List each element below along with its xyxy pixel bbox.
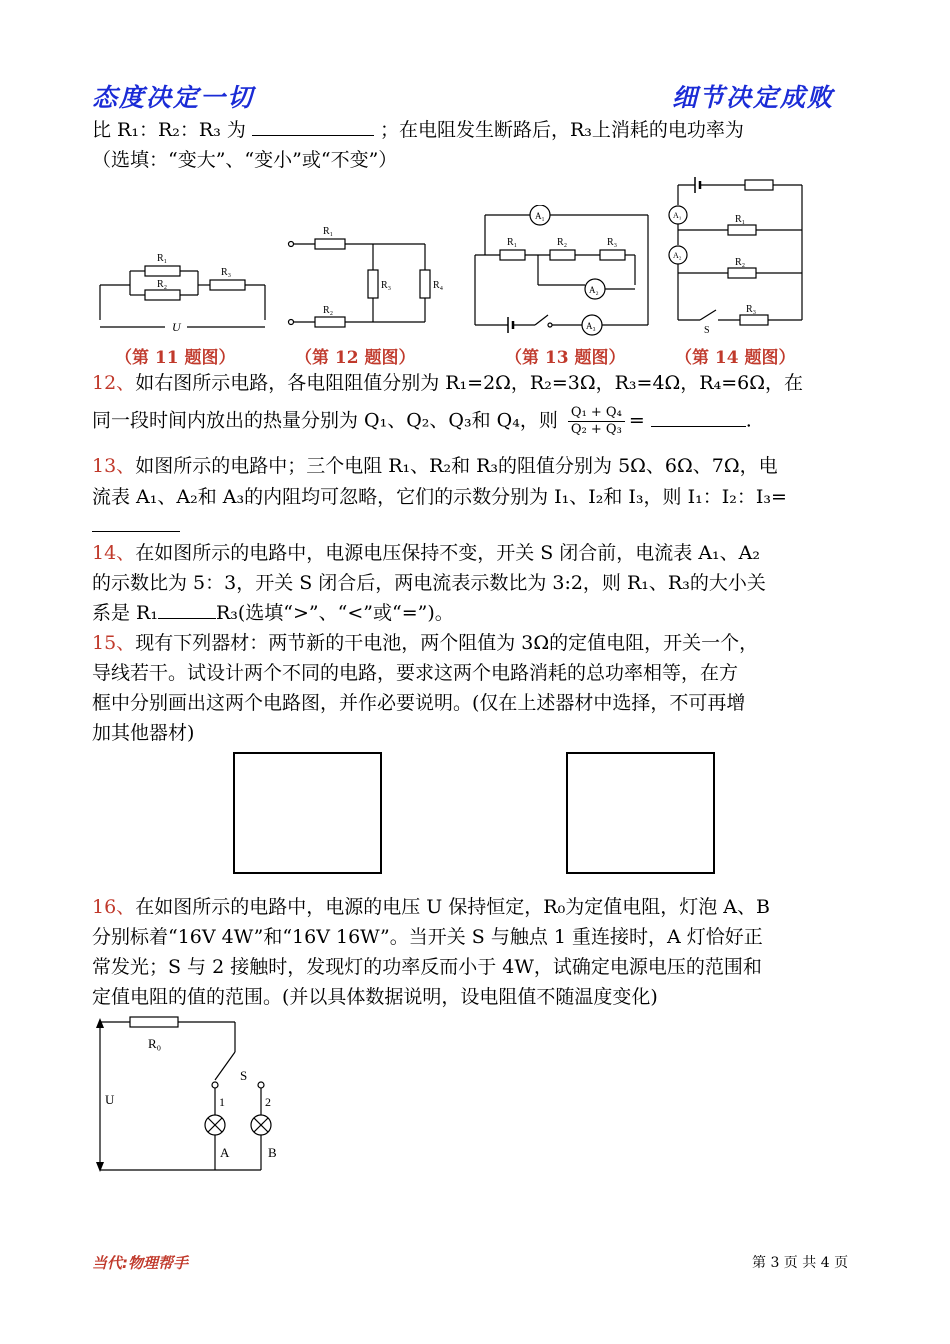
fig11-label-r1: R₁ [157,253,168,264]
fig13-label-r2: R₂ [557,237,568,248]
q12-number: 12、 [92,372,136,394]
q16-line-4: 定值电阻的值的范围。(并以具体数据说明，设电阻值不随温度变化) [92,986,658,1008]
q13-text-1: 如图所示的电路中；三个电阻 R₁、R₂和 R₃的阻值分别为 5Ω、6Ω、7Ω，电 [135,455,778,477]
fig16-label-r0: R₀ [148,1036,162,1051]
fig13-label-a3: A₃ [586,321,596,331]
q16-number: 16、 [92,896,136,918]
q11-text-1: 比 R₁：R₂：R₃ 为 [92,119,246,141]
caption-figure-13: （第 13 题图） [505,348,626,368]
q14-number: 14、 [92,542,136,564]
fig14-label-r3: R₃ [746,304,757,315]
q13-answer-blank[interactable] [92,531,180,532]
q12-equals: = [628,409,645,432]
fig13-label-a1: A₁ [535,211,545,221]
q15-line-2: 导线若干。试设计两个不同的电路，要求这两个电路消耗的总功率相等，在方 [92,662,739,684]
q13-line-2: 流表 A₁、A₂和 A₃的内阻均可忽略，它们的示数分别为 I₁、I₂和 I₃，则 I₁：I₂：I₃= [92,486,787,508]
figure-12-circuit [285,222,445,332]
fig14-label-r1: R₁ [735,214,746,225]
q14-text-3b: R₃(选填“>”、“<”或“=”)。 [215,602,454,624]
figure-11-circuit [95,243,270,343]
fig12-label-r4: R₄ [433,280,444,291]
fig14-label-a2: A₂ [673,251,682,260]
figure-16-circuit [90,1012,290,1184]
figure-14-circuit [660,175,810,337]
fig12-label-r1: R₁ [323,226,334,237]
figure-13-circuit [470,205,655,337]
fig12-label-r3: R₃ [381,280,392,291]
q16-line-1 [92,892,862,923]
header-left-motto: 态度决定一切 [92,83,255,112]
q12-line-1 [92,368,862,399]
fig16-label-1: 1 [219,1095,225,1109]
fig16-label-u: U [105,1092,115,1107]
fig14-label-s: S [704,325,710,336]
q12-fraction-denominator: Q₂ + Q₃ [570,422,622,437]
fig16-label-s: S [240,1068,248,1083]
q12-answer-blank[interactable] [651,426,746,427]
fig12-label-r2: R₂ [323,305,334,316]
fig13-label-r3: R₃ [607,237,618,248]
header-right-motto: 细节决定成败 [672,83,835,112]
caption-figure-12: （第 12 题图） [295,348,416,368]
fig14-label-a1: A₁ [673,211,682,220]
q12-line-2: 同一段时间内放出的热量分别为 Q₁、Q₂、Q₃和 Q₄，则 $\frac{\text{Q₁ + Q₄}}{\text{Q₂ + Q₃}}$ = . [92,405,752,437]
q14-line-2: 的示数比为 5：3，开关 S 闭合后，两电流表示数比为 3:2，则 R₁、R₃的大小关 [92,572,766,594]
q13-number: 13、 [92,455,136,477]
caption-figure-11: （第 11 题图） [115,348,236,368]
q15-number: 15、 [92,632,136,654]
q11-text-2: ；在电阻发生断路后，R₃上消耗的电功率为 [379,119,744,141]
q15-answer-box-2[interactable] [566,752,715,874]
q14-line-3 [92,598,862,629]
fig13-label-a2: A₂ [589,285,599,295]
fig16-arrow-top [96,1018,104,1028]
q14-line-1 [92,538,862,569]
fig14-label-r2: R₂ [735,257,746,268]
q14-answer-blank[interactable] [158,618,216,619]
q15-line-3: 框中分别画出这两个电路图，并作必要说明。(仅在上述器材中选择，不可再增 [92,692,746,714]
q15-line-1 [92,628,862,659]
fig16-label-b: B [268,1145,277,1160]
q14-text-1: 在如图所示的电路中，电源电压保持不变，开关 S 闭合前，电流表 A₁、A₂ [135,542,760,564]
q12-text-1: 如右图所示电路，各电阻阻值分别为 R₁=2Ω，R₂=3Ω，R₃=4Ω，R₄=6Ω，在 [135,372,803,394]
fig11-label-r3: R₃ [221,267,232,278]
q16-line-3: 常发光；S 与 2 接触时，发现灯的功率反而小于 4W，试确定电源电压的范围和 [92,956,762,978]
q13-line-1 [92,451,862,482]
q16-line-2: 分别标着“16V 4W”和“16V 16W”。当开关 S 与触点 1 重连接时，A 灯恰好正 [92,926,763,948]
page-number: 第 3 页 共 4 页 [752,1255,849,1271]
caption-figure-14: （第 14 题图） [675,348,796,368]
q15-answer-box-1[interactable] [233,752,382,874]
q16-text-1: 在如图所示的电路中，电源的电压 U 保持恒定，R₀为定值电阻，灯泡 A、B [135,896,770,918]
q11-options: （选填：“变大”、“变小”或“不变”） [92,149,398,171]
q12-text-2: 同一段时间内放出的热量分别为 Q₁、Q₂、Q₃和 Q₄，则 [92,409,558,432]
q12-fraction [568,405,625,438]
fig16-label-a: A [220,1145,230,1160]
fig11-label-r2: R₂ [157,279,168,290]
q15-line-4: 加其他器材) [92,722,195,744]
q14-text-3a: 系是 R₁ [92,602,158,624]
fig11-label-u: U [172,320,181,334]
q11-continuation [92,115,862,146]
q11-answer-blank[interactable] [252,135,374,136]
footer-left-text: 当代:物理帮手 [92,1254,188,1272]
fig16-label-2: 2 [265,1095,271,1109]
fig13-label-r1: R₁ [507,237,518,248]
q15-text-1: 现有下列器材：两节新的干电池，两个阻值为 3Ω的定值电阻，开关一个， [135,632,759,654]
q12-fraction-numerator: Q₁ + Q₄ [568,405,625,422]
